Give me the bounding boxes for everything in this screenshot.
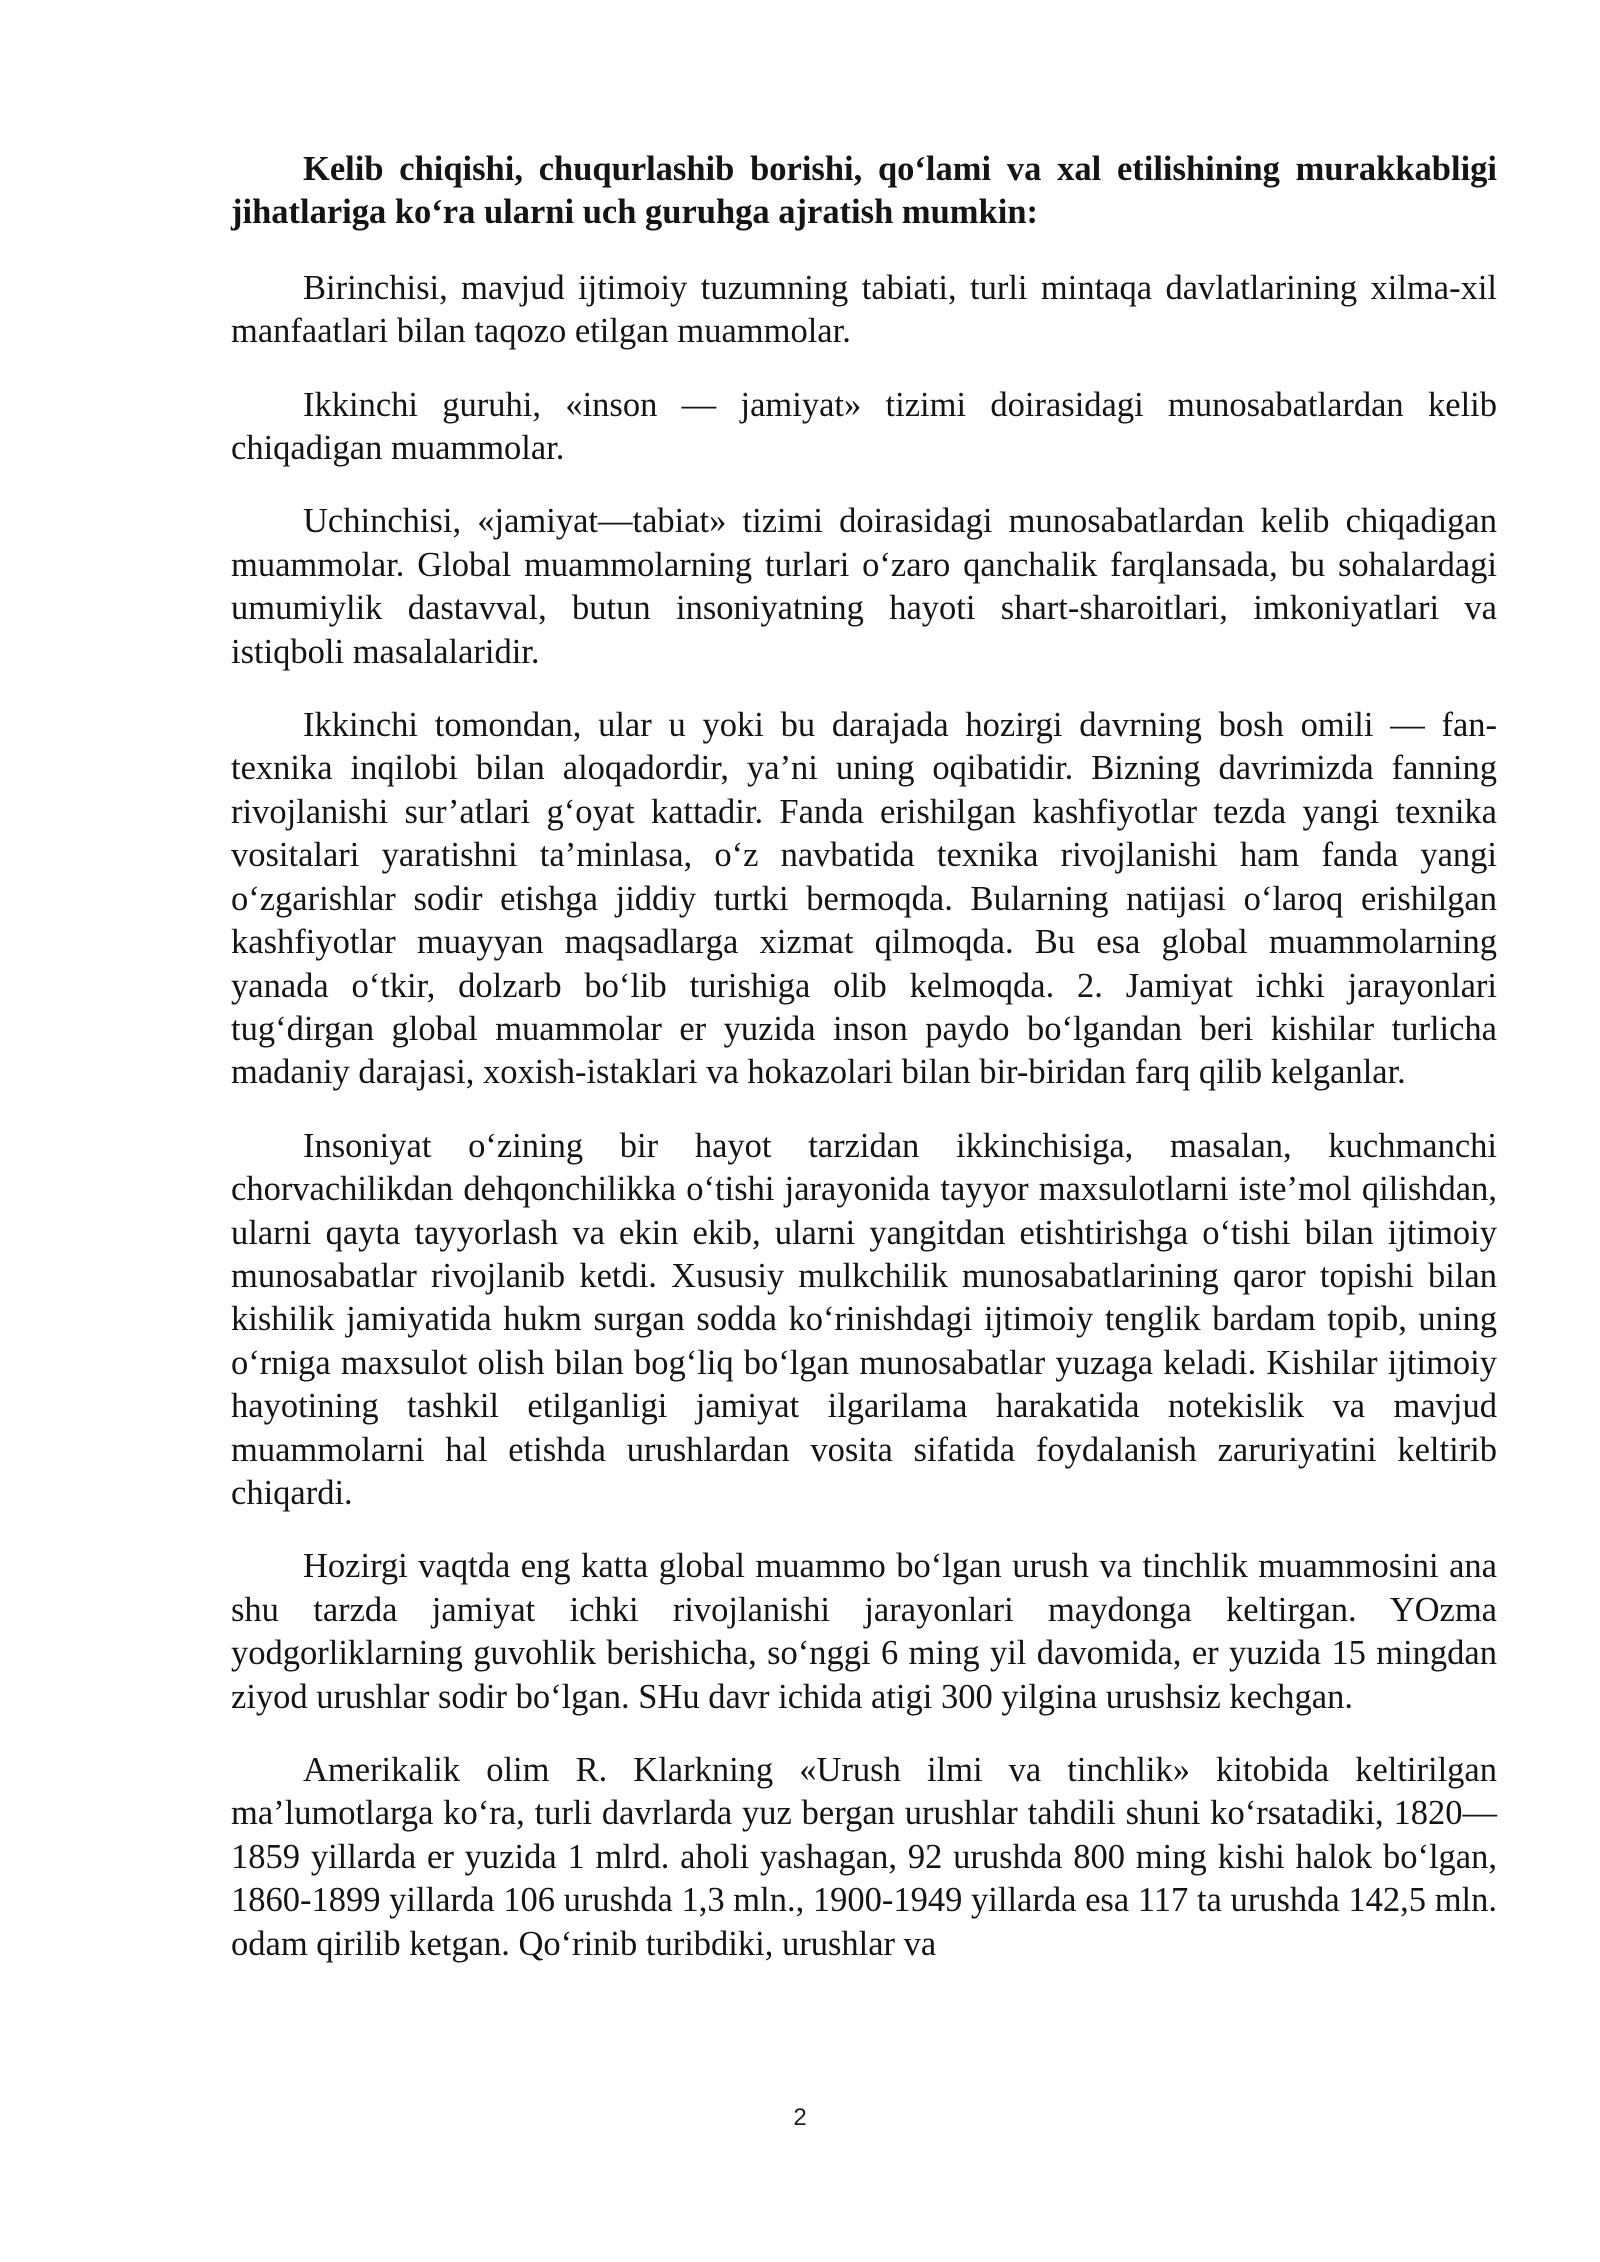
document-body [231, 148, 1497, 1996]
paragraph-second-group: Ikkinchi guruhi, «inson — jamiyat» tizimi doirasidagi munosabatlardan kelib chiqadigan muammolar. [231, 385, 1497, 468]
paragraph-science-tech: Ikkinchi tomondan, ular u yoki bu darajada hozirgi davrning bosh omili — fan-texnika inqilobi bilan aloqadordir, ya’ni uning oqibatidir. Bizning davrimizda fanning rivojlanishi sur’atlari g‘oyat kattadir. Fanda erishilgan kashfiyotlar tezda yangi texnika vositalari yaratishni ta’minlasa, o‘z navbatida texnika rivojlanishi ham fanda yangi o‘zgarishlar sodir etishga jiddiy turtki bermoqda. Bularning natijasi o‘laroq erishilgan kashfiyotlar muayyan maqsadlarga xizmat qilmoqda. Bu esa global muammolarning yanada o‘tkir, dolzarb bo‘lib turishiga olib kelmoqda. 2. Jamiyat ichki jarayonlari tug‘dirgan global muammolar er yuzida inson paydo bo‘lgandan beri kishilar turlicha madaniy darajasi, xoxish-istaklari va hokazolari bilan bir-biridan farq qilib kelganlar. [231, 706, 1497, 1092]
paragraph-humanity-history: Insoniyat o‘zining bir hayot tarzidan ikkinchisiga, masalan, kuchmanchi chorvachilikdan dehqonchilikka o‘tishi jarayonida tayyor maxsulotlarni iste’mol qilishdan, ularni qayta tayyorlash va ekin ekib, ularni yangitdan etishtirishga o‘tishi bilan ijtimoiy munosabatlar rivojlanib ketdi. Xususiy mulkchilik munosabatlarining qaror topishi bilan kishilik jamiyatida hukm surgan sodda ko‘rinishdagi ijtimoiy tenglik bardam topib, uning o‘rniga maxsulot olish bilan bog‘liq bo‘lgan munosabatlar yuzaga keladi. Kishilar ijtimoiy hayotining tashkil etilganligi jamiyat ilgarilama harakatida notekislik va mavjud muammolarni hal etishda urushlardan vosita sifatida foydalanish zaruriyatini keltirib chiqardi. [231, 1126, 1497, 1512]
paragraph-war-peace: Hozirgi vaqtda eng katta global muammo bo‘lgan urush va tinchlik muammosini ana shu tarzda jamiyat ichki rivojlanishi jarayonlari maydonga keltirgan. YOzma yodgorliklarning guvohlik berishicha, so‘nggi 6 ming yil davomida, er yuzida 15 mingdan ziyod urushlar sodir bo‘lgan. SHu davr ichida atigi 300 yilgina urushsiz kechgan. [231, 1547, 1497, 1716]
section-heading: Kelib chiqishi, chuqurlashib borishi, qo‘lami va xal etilishining murakkabligi jihatlariga ko‘ra ularni uch guruhga ajratish mumkin: [231, 150, 1497, 232]
page-number: 2 [793, 2104, 807, 2131]
paragraph-first-group: Birinchisi, mavjud ijtimoiy tuzumning tabiati, turli mintaqa davlatlarining xilma-xil manfaatlari bilan taqozo etilgan muammolar. [231, 268, 1497, 351]
paragraph-third-group: Uchinchisi, «jamiyat—tabiat» tizimi doirasidagi munosabatlardan kelib chiqadigan muammolar. Global muammolarning turlari o‘zaro qanchalik farqlansada, bu sohalardagi umumiylik dastavval, butun insoniyatning hayoti shart-sharoitlari, imkoniyatlari va istiqboli masalalaridir. [231, 502, 1497, 671]
paragraph-clark-data: Amerikalik olim R. Klarkning «Urush ilmi va tinchlik» kitobida keltirilgan ma’lumotlarga ko‘ra, turli davrlarda yuz bergan urushlar tahdili shuni ko‘rsatadiki, 1820—1859 yillarda er yuzida 1 mlrd. aholi yashagan, 92 urushda 800 ming kishi halok bo‘lgan, 1860-1899 yillarda 106 urushda 1,3 mln., 1900-1949 yillarda esa 117 ta urushda 142,5 mln. odam qirilib ketgan. Qo‘rinib turibdiki, urushlar va [231, 1751, 1497, 1963]
